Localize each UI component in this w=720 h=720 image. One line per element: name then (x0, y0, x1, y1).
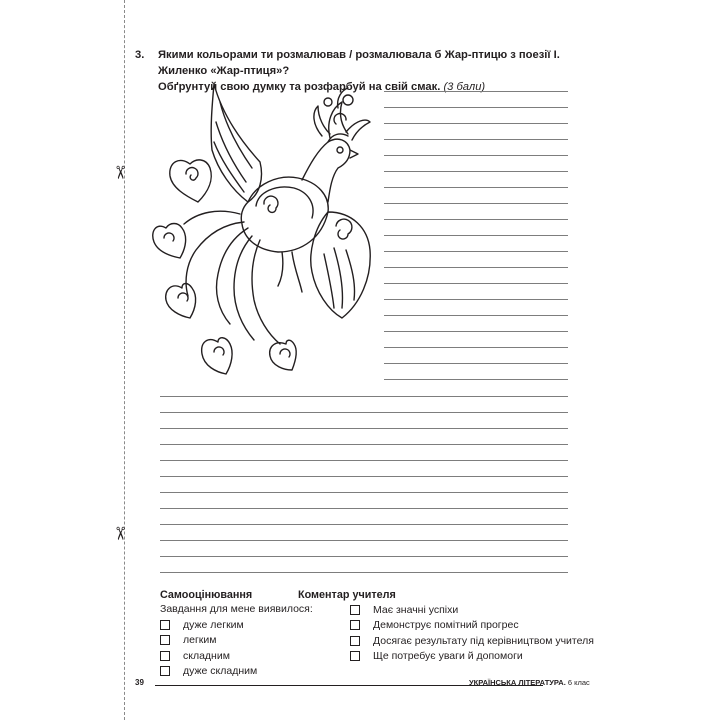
checkbox[interactable] (350, 605, 360, 615)
scissors-icon: ✂ (109, 165, 130, 181)
writing-line[interactable] (160, 396, 568, 397)
writing-line[interactable] (160, 492, 568, 493)
cut-line (124, 0, 125, 720)
checkbox[interactable] (350, 636, 360, 646)
teacher-comment-title: Коментар учителя (298, 589, 396, 601)
self-assessment (160, 588, 313, 679)
self-assessment-option[interactable]: дуже складним (160, 664, 313, 680)
teacher-comment-option[interactable]: Має значні успіхи (350, 602, 594, 618)
writing-line[interactable] (160, 540, 568, 541)
scissors-icon: ✂ (109, 526, 130, 542)
writing-line[interactable] (160, 572, 568, 573)
checkbox[interactable] (160, 635, 170, 645)
writing-line[interactable] (160, 428, 568, 429)
teacher-comment (298, 588, 594, 664)
footer-title: УКРАЇНСЬКА ЛІТЕРАТУРА. 6 клас (469, 678, 590, 687)
self-assessment-option[interactable]: складним (160, 648, 313, 664)
writing-line[interactable] (160, 476, 568, 477)
self-assessment-option[interactable]: легким (160, 633, 313, 649)
task-number: 3. (135, 49, 145, 61)
writing-line[interactable] (384, 91, 568, 92)
writing-line[interactable] (160, 524, 568, 525)
writing-line[interactable] (384, 155, 568, 156)
self-assessment-option[interactable]: дуже легким (160, 617, 313, 633)
writing-line[interactable] (384, 251, 568, 252)
firebird-coloring-icon[interactable] (152, 78, 382, 383)
teacher-comment-option[interactable]: Демонструє помітний прогрес (350, 618, 594, 634)
task-points: (3 бали) (443, 81, 486, 93)
writing-line[interactable] (384, 347, 568, 348)
writing-line[interactable] (384, 107, 568, 108)
teacher-comment-option[interactable]: Досягає результату під керівництвом учителя (350, 633, 594, 649)
checkbox[interactable] (160, 651, 170, 661)
task-line-1: Якими кольорами ти розмалював / розмалювала б Жар-птицю з поезії І. Жиленко «Жар-птиця»? (158, 49, 560, 77)
writing-line[interactable] (384, 283, 568, 284)
writing-line[interactable] (384, 267, 568, 268)
writing-line[interactable] (160, 412, 568, 413)
writing-line[interactable] (384, 123, 568, 124)
writing-line[interactable] (160, 508, 568, 509)
task-instruction: Обґрунтуй свою думку та розфарбуй на свій смак. (158, 81, 441, 93)
writing-line[interactable] (160, 556, 568, 557)
writing-line[interactable] (384, 299, 568, 300)
checkbox[interactable] (160, 620, 170, 630)
teacher-comment-option[interactable]: Ще потребує уваги й допомоги (350, 649, 594, 665)
writing-line[interactable] (384, 139, 568, 140)
writing-line[interactable] (384, 187, 568, 188)
writing-line[interactable] (384, 219, 568, 220)
checkbox[interactable] (160, 666, 170, 676)
checkbox[interactable] (350, 651, 360, 661)
writing-line[interactable] (384, 235, 568, 236)
writing-line[interactable] (384, 171, 568, 172)
writing-line[interactable] (384, 203, 568, 204)
writing-line[interactable] (384, 331, 568, 332)
writing-line[interactable] (384, 315, 568, 316)
checkbox[interactable] (350, 620, 360, 630)
writing-line[interactable] (384, 363, 568, 364)
writing-line[interactable] (160, 460, 568, 461)
self-assessment-title: Самооцінювання (160, 589, 253, 601)
self-assessment-subtitle: Завдання для мене виявилося: (160, 603, 313, 615)
writing-line[interactable] (160, 444, 568, 445)
page-number: 39 (135, 678, 144, 687)
writing-line[interactable] (384, 379, 568, 380)
